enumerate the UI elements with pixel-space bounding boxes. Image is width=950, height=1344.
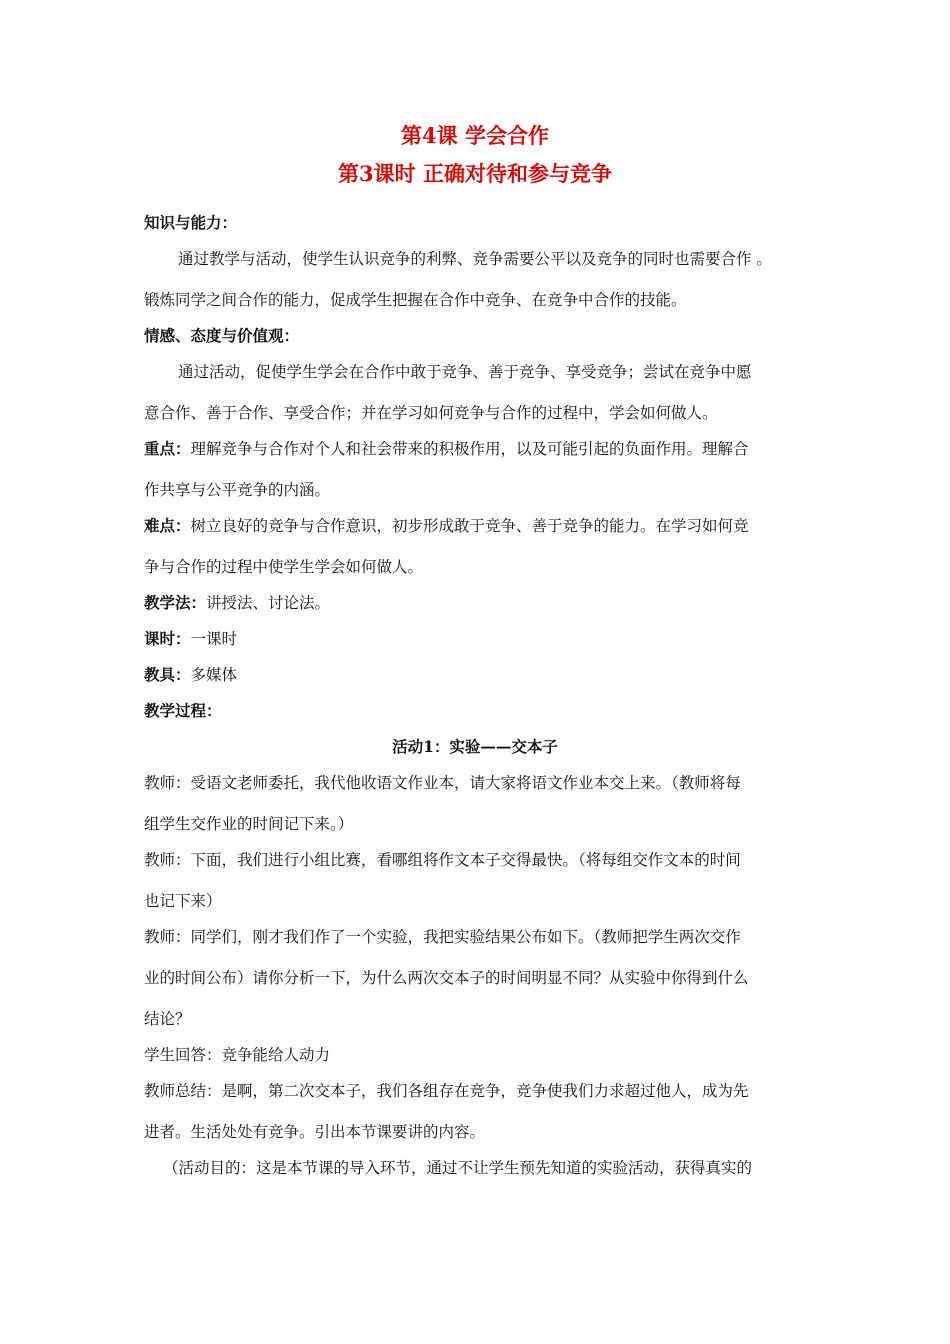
paragraph-2-line-2: 也记下来）	[144, 892, 222, 910]
paragraph-2-line-1: 教师：下面，我们进行小组比赛，看哪组将作文本子交得最快。（将每组交作文本的时间	[144, 851, 741, 869]
section-knowledge-label: 知识与能力：	[144, 213, 238, 232]
key-points-line-1	[144, 438, 814, 460]
attitude-text-line-2: 意合作、善于合作、享受合作；并在学习如何竞争与合作的过程中，学会如何做人。	[144, 404, 718, 422]
knowledge-text-line-2: 锻炼同学之间合作的能力，促成学生把握在合作中竞争、在竞争中合作的技能。	[144, 291, 687, 309]
teaching-tools-line	[144, 664, 814, 686]
teaching-method-value: 讲授法、讨论法。	[206, 594, 331, 612]
class-hours-value: 一课时	[190, 630, 238, 648]
section-attitude-label: 情感、态度与价值观：	[144, 326, 300, 345]
activity-title: 活动1：实验——交本子	[392, 737, 558, 756]
paragraph-6-line-1: （活动目的：这是本节课的导入环节，通过不让学生预先知道的实验活动，获得真实的	[163, 1159, 753, 1177]
paragraph-5-line-2: 进者。生活处处有竞争。引出本节课要讲的内容。	[144, 1123, 486, 1141]
teaching-tools-value: 多媒体	[190, 666, 238, 684]
key-points-label: 重点：	[144, 439, 191, 458]
lesson-subtitle: 第3课时 正确对待和参与竞争	[338, 161, 612, 186]
paragraph-1-line-1: 教师：受语文老师委托，我代他收语文作业本，请大家将语文作业本交上来。（教师将每	[144, 774, 741, 792]
teaching-method-label: 教学法：	[144, 593, 207, 612]
key-points-line-2: 作共享与公平竞争的内涵。	[144, 481, 331, 499]
paragraph-4: 学生回答：竞争能给人动力	[144, 1046, 331, 1064]
attitude-text-line-1: 通过活动，促使学生学会在合作中敢于竞争、善于竞争、享受竞争；尝试在竞争中愿	[178, 363, 752, 381]
paragraph-3-line-2: 业的时间公布）请你分析一下，为什么两次交本子的时间明显不同？从实验中你得到什么	[144, 969, 749, 987]
teaching-method-line	[144, 592, 814, 614]
paragraph-5-line-1: 教师总结：是啊，第二次交本子，我们各组存在竞争，竞争使我们力求超过他人，成为先	[144, 1082, 749, 1100]
teaching-process-label: 教学过程：	[144, 701, 222, 720]
class-hours-line	[144, 628, 814, 650]
paragraph-1-line-2: 组学生交作业的时间记下来。）	[144, 815, 354, 833]
difficulty-line-1	[144, 515, 814, 537]
paragraph-3-line-1: 教师：同学们，刚才我们作了一个实验，我把实验结果公布如下。（教师把学生两次交作	[144, 928, 741, 946]
lesson-title: 第4课 学会合作	[401, 123, 549, 148]
difficulty-line-2: 争与合作的过程中使学生学会如何做人。	[144, 558, 424, 576]
difficulty-label: 难点：	[144, 516, 191, 535]
teaching-tools-label: 教具：	[144, 665, 191, 684]
key-points-text: 理解竞争与合作对个人和社会带来的积极作用，以及可能引起的负面作用。理解合	[190, 440, 749, 458]
difficulty-text: 树立良好的竞争与合作意识，初步形成敢于竞争、善于竞争的能力。在学习如何竞	[190, 517, 749, 535]
knowledge-text-line-1: 通过教学与活动，使学生认识竞争的利弊、竞争需要公平以及竞争的同时也需要合作 。	[178, 250, 772, 268]
paragraph-3-line-3: 结论？	[144, 1010, 191, 1028]
class-hours-label: 课时：	[144, 629, 191, 648]
